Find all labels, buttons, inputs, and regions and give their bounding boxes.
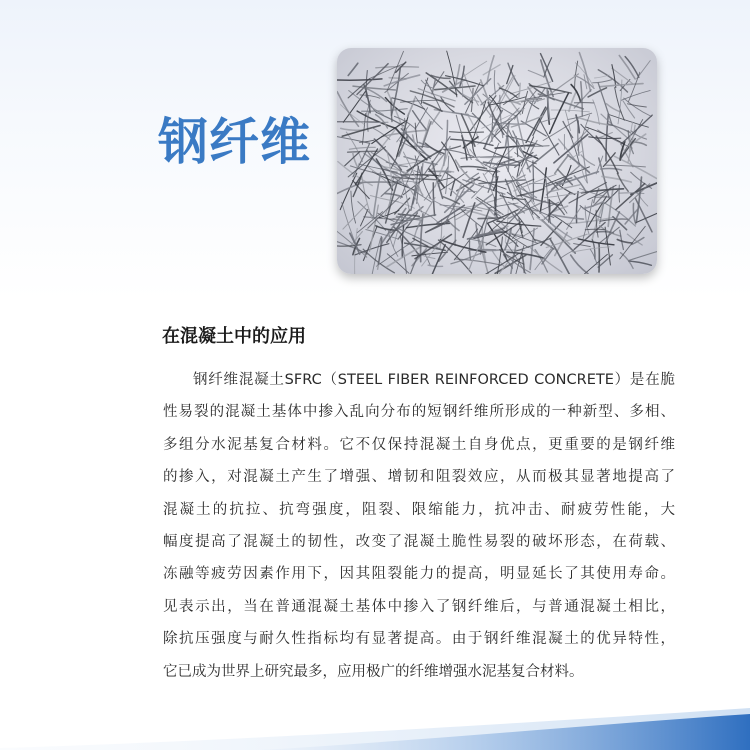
body-line: 的掺入，对混凝土产生了增强、增韧和阻裂效应，从而极其显著地提高了 <box>163 469 675 486</box>
page-title: 钢纤维 <box>158 113 311 171</box>
body-paragraph <box>163 364 675 688</box>
body-line: 性易裂的混凝土基体中掺入乱向分布的短钢纤维所形成的一种新型、多相、 <box>163 404 675 421</box>
body-line: 除抗压强度与耐久性指标均有显著提高。由于钢纤维混凝土的优异特性， <box>163 631 675 648</box>
body-line: 幅度提高了混凝土的韧性，改变了混凝土脆性易裂的破坏形态，在荷载、 <box>163 533 675 550</box>
body-line: 钢纤维混凝土SFRC（STEEL FIBER REINFORCED CONCRETE）是在脆 <box>193 372 675 388</box>
body-line: 多组分水泥基复合材料。它不仅保持混凝土自身优点，更重要的是钢纤维 <box>163 436 675 453</box>
section-heading: 在混凝土中的应用 <box>162 326 306 347</box>
body-line: 冻融等疲劳因素作用下，因其阻裂能力的提高，明显延长了其使用寿命。 <box>163 566 675 583</box>
body-line: 见表示出，当在普通混凝土基体中掺入了钢纤维后，与普通混凝土相比， <box>163 598 675 615</box>
bottom-wave-decoration <box>0 690 750 750</box>
body-line: 混凝土的抗拉、抗弯强度，阻裂、限缩能力，抗冲击、耐疲劳性能，大 <box>163 501 675 518</box>
steel-fiber-photo <box>337 48 657 274</box>
body-line: 它已成为世界上研究最多，应用极广的纤维增强水泥基复合材料。 <box>163 663 584 680</box>
